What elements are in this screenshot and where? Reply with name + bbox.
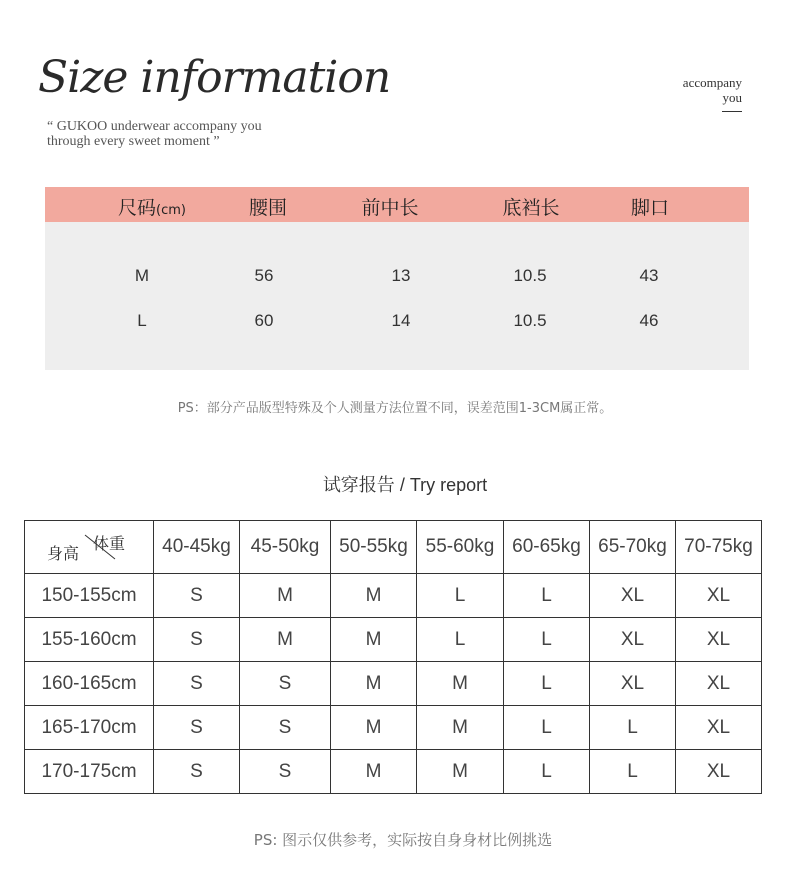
- size-header-label: 尺码: [118, 197, 157, 219]
- size-table-body: [45, 222, 749, 370]
- size-m-leg-opening: 43: [639, 266, 659, 285]
- tagline-line-2: through every sweet moment ”: [47, 134, 220, 149]
- size-cell: S: [154, 618, 240, 662]
- size-m-cell: M: [134, 266, 150, 285]
- size-cell: L: [504, 618, 590, 662]
- size-col-header: [118, 193, 186, 220]
- size-m-front-length: 13: [391, 266, 411, 285]
- size-cell: XL: [590, 618, 676, 662]
- size-cell: S: [154, 706, 240, 750]
- leg-opening-col-header: 脚口: [630, 197, 670, 219]
- weight-header: 45-50kg: [240, 521, 331, 574]
- size-cell: M: [417, 750, 504, 794]
- size-cell: S: [240, 750, 331, 794]
- size-table-note: PS：部分产品版型特殊及个人测量方法位置不同，误差范围1-3CM属正常。: [177, 401, 613, 416]
- weight-header: 55-60kg: [417, 521, 504, 574]
- size-cell: M: [331, 618, 417, 662]
- accompany-word: accompany: [682, 75, 742, 90]
- size-unit: (cm): [156, 203, 186, 218]
- try-report-note: PS: 图示仅供参考，实际按自身身材比例挑选: [253, 831, 553, 849]
- table-row: [25, 706, 762, 750]
- size-cell: XL: [676, 706, 762, 750]
- size-l-cell: L: [137, 311, 147, 330]
- size-cell: L: [504, 706, 590, 750]
- page-title: Size information: [38, 52, 391, 103]
- size-cell: XL: [590, 574, 676, 618]
- table-row: [25, 662, 762, 706]
- try-report-title-cn: 试穿报告: [322, 475, 395, 496]
- size-cell: XL: [590, 662, 676, 706]
- height-cell: 170-175cm: [25, 750, 154, 794]
- size-cell: M: [331, 706, 417, 750]
- size-cell: L: [590, 706, 676, 750]
- size-cell: L: [417, 574, 504, 618]
- size-cell: M: [331, 662, 417, 706]
- size-cell: S: [240, 706, 331, 750]
- corner-weight-label: 体重: [93, 534, 126, 553]
- size-cell: XL: [676, 618, 762, 662]
- size-m-crotch-length: 10.5: [513, 266, 547, 285]
- try-report-header-row: [25, 521, 762, 574]
- size-cell: L: [504, 750, 590, 794]
- size-cell: L: [504, 574, 590, 618]
- weight-header: 65-70kg: [590, 521, 676, 574]
- size-cell: M: [417, 662, 504, 706]
- accompany-mark: [683, 75, 742, 112]
- size-cell: XL: [676, 574, 762, 618]
- try-report-title-en: / Try report: [394, 475, 488, 495]
- table-row: [25, 750, 762, 794]
- tagline-line-1: “ GUKOO underwear accompany you: [47, 119, 262, 134]
- size-cell: S: [154, 750, 240, 794]
- waist-col-header: 腰围: [248, 197, 288, 219]
- size-l-front-length: 14: [391, 311, 411, 330]
- size-cell: M: [240, 574, 331, 618]
- size-m-waist: 56: [254, 266, 274, 285]
- front-length-col-header: 前中长: [361, 197, 419, 219]
- height-cell: 160-165cm: [25, 662, 154, 706]
- accompany-underline: [722, 111, 742, 112]
- size-cell: S: [240, 662, 331, 706]
- size-l-leg-opening: 46: [639, 311, 659, 330]
- height-cell: 150-155cm: [25, 574, 154, 618]
- size-cell: M: [240, 618, 331, 662]
- height-cell: 155-160cm: [25, 618, 154, 662]
- size-cell: M: [417, 706, 504, 750]
- size-l-waist: 60: [254, 311, 274, 330]
- size-cell: XL: [676, 750, 762, 794]
- weight-header: 50-55kg: [331, 521, 417, 574]
- size-l-crotch-length: 10.5: [513, 311, 547, 330]
- weight-header: 40-45kg: [154, 521, 240, 574]
- table-row: [25, 618, 762, 662]
- table-row: [25, 574, 762, 618]
- try-report-table: [24, 520, 762, 794]
- you-word: you: [722, 90, 742, 105]
- crotch-length-col-header: 底裆长: [502, 197, 560, 219]
- size-cell: M: [331, 750, 417, 794]
- corner-diagonal: [25, 521, 154, 574]
- corner-header-cell: [25, 521, 154, 574]
- brand-tagline: [47, 119, 262, 149]
- size-cell: S: [154, 574, 240, 618]
- size-cell: M: [331, 574, 417, 618]
- size-cell: L: [417, 618, 504, 662]
- weight-header: 70-75kg: [676, 521, 762, 574]
- size-cell: L: [590, 750, 676, 794]
- try-report-title: [0, 471, 790, 497]
- size-cell: S: [154, 662, 240, 706]
- corner-height-label: 身高: [47, 544, 80, 563]
- height-cell: 165-170cm: [25, 706, 154, 750]
- weight-header: 60-65kg: [504, 521, 590, 574]
- size-cell: L: [504, 662, 590, 706]
- size-cell: XL: [676, 662, 762, 706]
